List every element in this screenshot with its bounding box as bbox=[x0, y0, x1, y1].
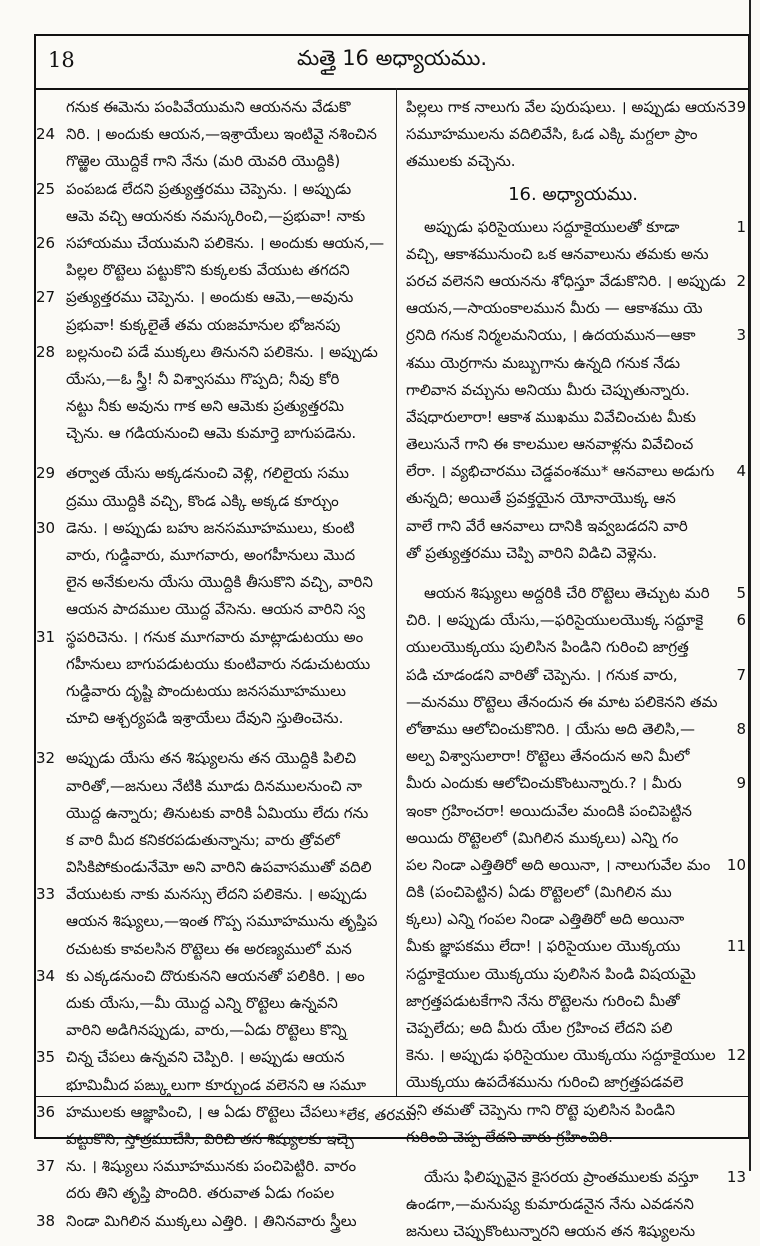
text-line bbox=[36, 203, 396, 230]
line-text: దికి (పంచిపెట్టిన) ఏడు రొట్టెలలో (మిగిలిన ము bbox=[406, 883, 672, 902]
text-line bbox=[398, 241, 748, 268]
verse-number: 38 bbox=[36, 1211, 56, 1230]
line-text: కు ఎక్కడనుంచి దొరుకునని ఆయనతో పలికిరి. । అం bbox=[66, 966, 365, 985]
line-text: వారితో,—జనులు నేటికి మూడు దినములనుంచి నా bbox=[66, 776, 362, 795]
text-line bbox=[36, 420, 396, 447]
verse-number: 35 bbox=[36, 1048, 56, 1067]
line-text: సహాయము చేయుమని పలికెను. । అందుకు ఆయన,— bbox=[66, 233, 385, 252]
text-line bbox=[398, 933, 748, 960]
line-text: సద్దూకైయుల యొక్కయు పులిసిన పిండి విషయమై bbox=[406, 964, 696, 983]
line-text: స్థపరిచెను. । గనుక మూగవారు మాట్లాడుటయు అం bbox=[66, 627, 364, 646]
line-text: పడి చూడండని వారితో చెప్పెను. । గనుక వారు, bbox=[406, 665, 678, 684]
text-line bbox=[36, 121, 396, 148]
text-line bbox=[398, 988, 748, 1015]
text-line bbox=[36, 827, 396, 854]
line-text: వచ్చి, ఆకాశమునుంచి ఒక ఆనవాలును తమకు అను bbox=[406, 244, 709, 263]
line-text: ఆమె వచ్చి ఆయనకు నమస్కరించి,—ప్రభువా! నాకు bbox=[66, 206, 366, 225]
line-text: క వారి మీద కనికరపడుతున్నాను; వారు త్రోవలో bbox=[66, 830, 340, 849]
text-line bbox=[36, 705, 396, 732]
line-text: ఆయన,—సాయంకాలమున మీరు — ఆకాశము యె bbox=[406, 299, 703, 318]
line-text: నిండా మిగిలిన ముక్కలు ఎత్తిరి. । తినినవారు స్త్రీలు bbox=[66, 1211, 357, 1230]
line-text: భూమిమీద పఙ్క్తులుగా కూర్చుండ వలెనని ఆ సమూ bbox=[66, 1075, 367, 1094]
text-line bbox=[398, 458, 748, 485]
text-line bbox=[36, 854, 396, 881]
text-line bbox=[398, 1042, 748, 1069]
line-text: హములకు ఆజ్ఞాపించి, । ఆ ఏడు రొట్టెలు చేపలు bbox=[66, 1102, 338, 1121]
line-text: వాలే గాని వేరే ఆనవాలు దానికి ఇవ్వబడదని వారి bbox=[406, 516, 688, 535]
text-line bbox=[36, 94, 396, 121]
text-line bbox=[398, 743, 748, 770]
text-line bbox=[36, 1044, 396, 1071]
paragraph-gap bbox=[36, 447, 396, 460]
line-text: యొద్ద ఉన్నారు; తినుటకు వారికి ఏమియు లేదు గను bbox=[66, 803, 369, 822]
line-text: తములకు వచ్చెను. bbox=[406, 152, 516, 171]
text-line bbox=[36, 1017, 396, 1044]
text-line bbox=[398, 322, 748, 349]
verse-number: 36 bbox=[36, 1102, 56, 1121]
paragraph-gap bbox=[398, 567, 748, 580]
text-line bbox=[398, 689, 748, 716]
text-line bbox=[398, 879, 748, 906]
text-line bbox=[398, 770, 748, 797]
text-line bbox=[398, 607, 748, 634]
text-line bbox=[36, 257, 396, 284]
text-line bbox=[36, 312, 396, 339]
verse-number: 29 bbox=[36, 464, 56, 483]
verse-number: 10 bbox=[726, 855, 746, 874]
line-text: జనులు చెప్పుకొంటున్నారని ఆయన తన శిష్యులను bbox=[406, 1222, 696, 1241]
line-text: గుడ్డివారు దృష్టి పొందుటయు జనసమూహములు bbox=[66, 681, 346, 700]
text-line bbox=[398, 580, 748, 607]
text-line bbox=[36, 515, 396, 542]
text-line bbox=[398, 295, 748, 322]
line-text: గురించి చెప్ప లేదని వారు గ్రహించిరి. bbox=[406, 1127, 613, 1146]
footnote: *లేక, తరము. bbox=[339, 1106, 421, 1124]
page-edge-rule bbox=[749, 0, 751, 1171]
line-text: గనుక ఈమెను పంపివేయుమని ఆయనను వేడుకొ bbox=[66, 98, 351, 116]
footnote-rule bbox=[36, 1096, 748, 1097]
text-line bbox=[36, 176, 396, 203]
line-text: ఉండగా,—మనుష్య కుమారుడనైన నేను ఎవడనని bbox=[406, 1195, 694, 1214]
verse-number: 27 bbox=[36, 288, 56, 307]
right-text-column bbox=[398, 94, 748, 1241]
line-text: వేయుటకు నాకు మనస్సు లేదని పలికెను. । అప్పుడు bbox=[66, 885, 367, 904]
text-line bbox=[398, 148, 748, 175]
verse-number: 26 bbox=[36, 233, 56, 252]
line-text: మీరు ఎందుకు ఆలోచించుకొంటున్నారు.? । మీరు bbox=[406, 774, 682, 793]
line-text: —మనము రొట్టెలు తేనందున ఈ మాట పలికెనని తమ bbox=[406, 692, 718, 711]
line-text: కెను. । అప్పుడు ఫరిసైయుల యొక్కయు సద్దూకైయుల bbox=[406, 1046, 716, 1065]
verse-number: 30 bbox=[36, 518, 56, 537]
line-text: అప్పుడు ఫరిసైయులు సద్దూకైయులతో కూడా bbox=[424, 217, 680, 236]
line-text: గహీనులు బాగుపడుటయు కుంటివారు నడుచుటయు bbox=[66, 654, 371, 673]
text-line bbox=[36, 339, 396, 366]
text-line bbox=[36, 936, 396, 963]
line-text: విసికిపోకుండునేమో అని వారిని ఉపవాసముతో వదిలి bbox=[66, 858, 372, 877]
text-line bbox=[398, 121, 748, 148]
line-text: ఆయన పాదముల యొద్ద వేసెను. ఆయన వారిని స్వ bbox=[66, 600, 366, 619]
line-text: తెలుసునే గాని ఈ కాలముల ఆనవాళ్లను వివేచించ bbox=[406, 435, 694, 454]
verse-number: 28 bbox=[36, 342, 56, 361]
line-text: తర్వాత యేసు అక్కడనుంచి వెళ్లి, గలిలైయ సము bbox=[66, 464, 349, 483]
line-text: తున్నది; అయితే ప్రవక్తయైన యోనాయొక్క ఆన bbox=[406, 489, 676, 508]
line-text: నిరి. । అందుకు ఆయన,—ఇశ్రాయేలు ఇంటివై నశించిన bbox=[66, 125, 377, 144]
text-line bbox=[398, 1015, 748, 1042]
line-text: రచుటకు కావలసిన రొట్టెలు ఈ అరణ్యములో మన bbox=[66, 939, 352, 958]
line-text: చిన్న చేపలు ఉన్నవని చెప్పిరి. । అప్పుడు ఆయన bbox=[66, 1048, 345, 1067]
verse-number: 32 bbox=[36, 749, 56, 768]
text-line bbox=[36, 624, 396, 651]
text-line bbox=[398, 540, 748, 567]
line-text: మీకు జ్ఞాపకము లేదా! । ఫరిసైయుల యొక్కయు bbox=[406, 937, 681, 956]
verse-number: 3 bbox=[736, 326, 746, 345]
line-text: అల్ప విశ్వాసులారా! రొట్టెలు తేనందున అని మీలో bbox=[406, 747, 690, 766]
line-text: పట్టుకొని, స్తోత్రముచేసి, విరిచి తన శిష్యులకు ఇచ్చె bbox=[66, 1129, 354, 1148]
text-line bbox=[36, 230, 396, 257]
text-line bbox=[398, 404, 748, 431]
text-line bbox=[36, 284, 396, 311]
verse-number: 24 bbox=[36, 125, 56, 144]
line-text: అయిదు రొట్టెలలో (మిగిలిన ముక్కలు) ఎన్ని గం bbox=[406, 828, 679, 847]
text-line bbox=[36, 963, 396, 990]
line-text: గాలివాన వచ్చును అనియు మీరు చెప్పుతున్నారు. bbox=[406, 380, 690, 399]
line-text: సమూహములను వదిలివేసి, ఓడ ఎక్కి మగ్దలా ప్రాం bbox=[406, 125, 698, 144]
column-divider bbox=[396, 88, 397, 1096]
line-text: దరు తిని తృప్తి పొందిరి. తరువాత ఏడు గంపల bbox=[66, 1184, 335, 1203]
paragraph-gap bbox=[398, 1151, 748, 1164]
line-text: పిల్లలు గాక నాలుగు వేల పురుషులు. । అప్పుడు ఆయన bbox=[406, 98, 727, 116]
line-text: నట్టు నీకు అవును గాక అని ఆమెకు ప్రత్యుత్తరమి bbox=[66, 397, 344, 416]
line-text: శము యెర్రగాను మబ్బుగాను ఉన్నది గనుక నేడు bbox=[406, 353, 681, 372]
line-text: తో ప్రత్యుత్తరము చెప్పి వారిని విడిచి వెళ్లెను. bbox=[406, 543, 658, 562]
text-line bbox=[398, 214, 748, 241]
text-line bbox=[36, 745, 396, 772]
line-text: యొక్కయు ఉపదేశమును గురించి జాగ్రత్తపడవలె bbox=[406, 1073, 684, 1092]
text-line bbox=[398, 1218, 748, 1245]
text-line bbox=[36, 569, 396, 596]
line-text: ఆయన శిష్యులు,—ఇంత గొప్ప సమూహమును తృప్తిప bbox=[66, 912, 378, 931]
verse-number: 11 bbox=[726, 937, 746, 956]
text-line bbox=[36, 678, 396, 705]
chapter-heading: 16. అధ్యాయము. bbox=[508, 183, 638, 205]
text-line bbox=[36, 366, 396, 393]
text-line bbox=[398, 716, 748, 743]
line-text: ఆయన శిష్యులు అద్దరికి చేరి రొట్టెలు తెచ్చుట మరి bbox=[424, 584, 710, 602]
verse-number: 39 bbox=[726, 98, 746, 116]
line-text: లేరా. । వ్యభిచారము చెడ్డవంశము* ఆనవాలు అడుగు bbox=[406, 462, 715, 481]
text-line bbox=[36, 908, 396, 935]
line-text: క్కలు) ఎన్ని గంపల నిండా ఎత్తితిరో అది అయినా bbox=[406, 910, 685, 929]
line-text: యులయొక్కయు పులిసిన పిండిని గురించి జాగ్రత్త bbox=[406, 638, 689, 657]
verse-number: 7 bbox=[736, 665, 746, 684]
text-line bbox=[398, 798, 748, 825]
text-line bbox=[36, 773, 396, 800]
page-header bbox=[36, 36, 748, 90]
line-text: ఇంకా గ్రహించరా! అయిదువేల మందికి పంచిపెట్టిన bbox=[406, 801, 692, 820]
line-text: వేషధారులారా! ఆకాశ ముఖము వివేచించుట మీకు bbox=[406, 407, 696, 426]
line-text: యేసు ఫిలిప్పువైన కైసరయ ప్రాంతములకు వస్తూ bbox=[424, 1167, 699, 1186]
line-text: అప్పుడు యేసు తన శిష్యులను తన యొద్దికి పిలిచి bbox=[66, 749, 357, 768]
text-line bbox=[398, 1164, 748, 1191]
text-line bbox=[36, 542, 396, 569]
text-line bbox=[36, 1208, 396, 1235]
text-line bbox=[398, 961, 748, 988]
text-line bbox=[36, 148, 396, 175]
line-text: నని తమతో చెప్పెను గాని రొట్టె పులిసిన పిండిని bbox=[406, 1100, 676, 1119]
verse-number: 2 bbox=[736, 271, 746, 290]
line-text: పరచ వలెనని ఆయనను శోధిస్తూ వేడుకొనిరి. । అప్పుడు bbox=[406, 271, 726, 290]
line-text: పంపబడ లేదని ప్రత్యుత్తరము చెప్పెను. । అప్పుడు bbox=[66, 179, 352, 198]
text-line bbox=[36, 460, 396, 487]
line-text: డెను. । అప్పుడు బహు జనసమూహములు, కుంటి bbox=[66, 518, 355, 537]
line-text: గొఱ్ఱెల యొద్దికే గాని నేను (మరి యెవరి యొద్దికి) bbox=[66, 152, 341, 171]
text-line bbox=[36, 1126, 396, 1153]
page-number: 18 bbox=[48, 48, 75, 72]
line-text: లోతాము ఆలోచించుకొనిరి. । యేసు అది తెలిసి,— bbox=[406, 719, 696, 738]
verse-number: 1 bbox=[736, 217, 746, 236]
text-line bbox=[398, 1069, 748, 1096]
verse-number: 9 bbox=[736, 774, 746, 793]
text-line bbox=[398, 94, 748, 121]
text-line bbox=[36, 881, 396, 908]
verse-number: 34 bbox=[36, 966, 56, 985]
line-text: బల్లనుంచి పడే ముక్కలు తినునని పలికెను. । అప్పుడు bbox=[66, 342, 378, 361]
text-line bbox=[36, 1153, 396, 1180]
paragraph-gap bbox=[36, 732, 396, 745]
verse-number: 33 bbox=[36, 885, 56, 904]
text-line bbox=[36, 596, 396, 623]
verse-number: 8 bbox=[736, 719, 746, 738]
text-line bbox=[398, 906, 748, 933]
line-text: ప్రభువా! కుక్కలైతే తమ యజమానుల భోజనపు bbox=[66, 315, 341, 334]
line-text: చూచి ఆశ్చర్యపడి ఇశ్రాయేలు దేవుని స్తుతించెను. bbox=[66, 709, 344, 728]
text-line bbox=[36, 651, 396, 678]
verse-number: 4 bbox=[736, 462, 746, 481]
text-line bbox=[398, 852, 748, 879]
text-line bbox=[398, 350, 748, 377]
text-line bbox=[36, 1180, 396, 1207]
text-line bbox=[36, 1072, 396, 1099]
line-text: జాగ్రత్తపడుటకేగాని నేను రొట్టెలను గురించి మీతో bbox=[406, 991, 680, 1010]
line-text: ప్రత్యుత్తరము చెప్పెను. । అందుకు ఆమె,—అవును bbox=[66, 288, 354, 307]
running-title: మత్తై 16 అధ్యాయము. bbox=[296, 46, 488, 70]
text-line bbox=[36, 800, 396, 827]
line-text: వారిని అడిగినప్పుడు, వారు,—ఏడు రొట్టెలు కొన్ని bbox=[66, 1021, 347, 1040]
text-line bbox=[398, 513, 748, 540]
verse-number: 37 bbox=[36, 1157, 56, 1176]
text-line bbox=[398, 634, 748, 661]
line-text: యేసు,—ఓ స్త్రీ! నీ విశ్వాసము గొప్పది; నీవు కోరి bbox=[66, 369, 340, 388]
verse-number: 5 bbox=[736, 584, 746, 602]
text-line bbox=[398, 377, 748, 404]
line-text: ద్రము యొద్దికి వచ్చి, కొండ ఎక్కి అక్కడ కూర్చుం bbox=[66, 491, 339, 510]
line-text: చిరి. । అప్పుడు యేసు,—ఫరిసైయులయొక్క సద్దూకై bbox=[406, 611, 704, 630]
verse-number: 6 bbox=[736, 611, 746, 630]
line-text: ను. । శిష్యులు సమూహమునకు పంచిపెట్టిరి. వారం bbox=[66, 1157, 357, 1176]
line-text: పిల్లల రొట్టెలు పట్టుకొని కుక్కలకు వేయుట తగదని bbox=[66, 261, 350, 280]
text-line bbox=[398, 431, 748, 458]
line-text: దుకు యేసు,—మీ యొద్ద ఎన్ని రొట్టెలు ఉన్నవని bbox=[66, 994, 338, 1012]
text-line bbox=[36, 393, 396, 420]
line-text: చ్చెను. ఆ గడియనుంచి ఆమె కుమార్తె బాగుపడెను. bbox=[66, 424, 357, 443]
line-text: వారు, గుడ్డివారు, మూగవారు, అంగహీనులు మొద bbox=[66, 546, 356, 564]
verse-number: 25 bbox=[36, 179, 56, 198]
line-text: లైన అనేకులను యేసు యొద్దికి తీసుకొని వచ్చి, వారిని bbox=[66, 573, 373, 592]
line-text: చెప్పలేదు; అది మీరు యేల గ్రహించ లేదని పలి bbox=[406, 1019, 673, 1037]
text-line bbox=[398, 1191, 748, 1218]
verse-number: 13 bbox=[726, 1167, 746, 1186]
line-text: ర్రనిది గనుక నిర్మలమనియు, । ఉదయమున—ఆకా bbox=[406, 326, 696, 345]
text-line bbox=[36, 990, 396, 1017]
text-line bbox=[398, 268, 748, 295]
text-line bbox=[398, 662, 748, 689]
verse-number: 31 bbox=[36, 627, 56, 646]
line-text: పల నిండా ఎత్తితిరో అది అయినా, । నాలుగువేల మం bbox=[406, 855, 711, 874]
text-line bbox=[398, 825, 748, 852]
text-line bbox=[36, 488, 396, 515]
text-line bbox=[398, 485, 748, 512]
verse-number: 12 bbox=[726, 1046, 746, 1065]
